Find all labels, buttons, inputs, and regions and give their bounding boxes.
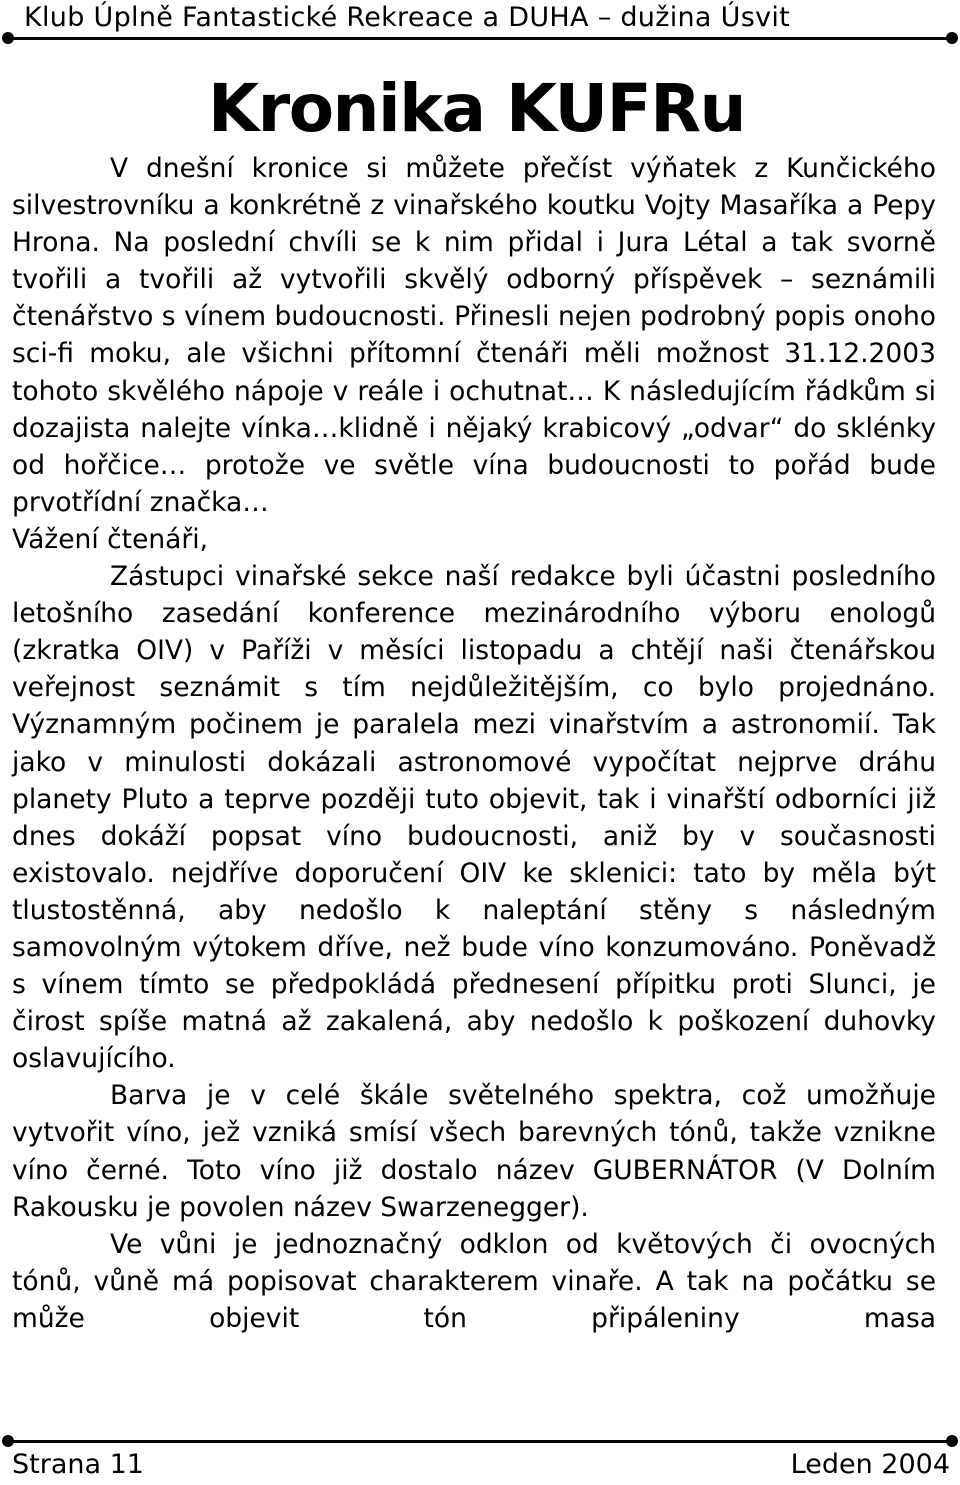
page-number: Strana 11 [12, 1449, 144, 1480]
header-divider [8, 37, 952, 40]
page-title: Kronika KUFRu [208, 70, 746, 147]
article-paragraph: V dnešní kronice si můžete přečíst výňatek z Kunčického silvestrovníku a konkrétně z vinařského koutku Vojty Masaříka a Pepy Hrona. Na poslední chvíli se k nim přidal i Jura Létal a tak svorně tvořili a tvořili až vytvořili skvělý odborný příspěvek – seznámili čtenářstvo s vínem budoucnosti. Přinesli nejen podrobný popis onoho sci-fi moku, ale všichni přítomní čtenáři měli možnost 31.12.2003 tohoto skvělého nápoje v reále i ochutnat… K následujícím řádkům si dozajista nalejte vínka…klidně i nějaký krabicový „odvar“ do sklénky od hořčice… protože ve světle vína budoucnosti to pořád bude prvotřídní značka… [12, 153, 936, 518]
header-divider-left-dot [2, 32, 14, 44]
header-divider-right-dot [946, 32, 958, 44]
article-paragraph: Zástupci vinařské sekce naší redakce byli účastni posledního letošního zasedání konference mezinárodního výboru enologů (zkratka OIV) v Paříži v měsíci listopadu a chtějí naši čtenářskou veřejnost seznámit s tím nejdůležitějším, co bylo projednáno. Významným počinem je paralela mezi vinařstvím a astronomií. Tak jako v minulosti dokázali astronomové vypočítat nejprve dráhu planety Pluto a teprve později tuto objevit, tak i vinařští odborníci již dnes dokáží popsat víno budoucnosti, aniž by v současnosti existovalo. nejdříve doporučení OIV ke sklenici: tato by měla být tlustostěnná, aby nedošlo k naleptání stěny s následným samovolným výtokem dříve, než bude víno konzumováno. Poněvadž s vínem tímto se předpokládá přednesení přípitku proti Slunci, je čirost spíše matná až zakalená, aby nedošlo k poškození duhovky oslavujícího. [12, 561, 936, 1075]
issue-date: Leden 2004 [790, 1449, 950, 1480]
header-club-name: Klub Úplně Fantastické Rekreace a DUHA – dužina Úsvit [24, 2, 791, 33]
footer-divider-left-dot [2, 1435, 14, 1447]
footer-divider [8, 1440, 952, 1443]
article-body [12, 150, 936, 1337]
footer-divider-right-dot [946, 1435, 958, 1447]
article-paragraph: Barva je v celé škále světelného spektra, což umožňuje vytvořit víno, jež vzniká smísí všech barevných tónů, takže vznikne víno černé. Toto víno již dostalo název GUBERNÁTOR (V Dolním Rakousku je povolen název Swarzenegger). [12, 1080, 936, 1223]
article-paragraph: Ve vůni je jednoznačný odklon od květových či ovocných tónů, vůně má popisovat charakterem vinaře. A tak na počátku se může objevit tón připáleniny masa [12, 1228, 936, 1334]
article-salutation: Vážení čtenáři, [12, 523, 209, 555]
